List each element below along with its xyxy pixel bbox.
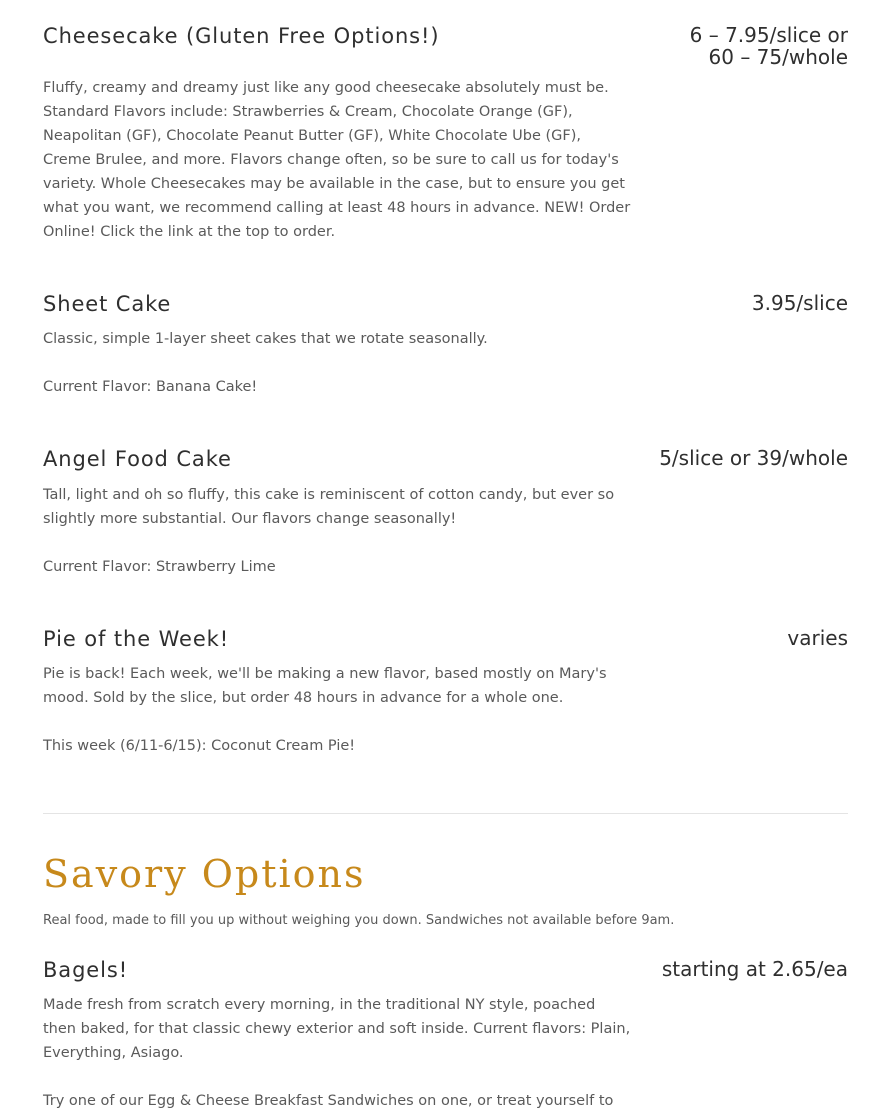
item-name: Cheesecake (Gluten Free Options!) <box>43 24 440 48</box>
description-paragraph: Made fresh from scratch every morning, in the traditional NY style, poached then baked, for that classic chewy exterior and soft inside. Current flavors: Plain, Everything, Asiago. <box>43 997 631 1061</box>
description-paragraph: Current Flavor: Strawberry Lime <box>43 559 276 575</box>
section-divider <box>43 813 848 814</box>
item-price <box>662 958 848 980</box>
description-paragraph: This week (6/11-6/15): Coconut Cream Pie! <box>43 738 356 754</box>
item-price <box>787 627 848 649</box>
item-name: Pie of the Week! <box>43 627 230 651</box>
description-paragraph: Pie is back! Each week, we'll be making a new flavor, based mostly on Mary's mood. Sold by the slice, but order 48 hours in advance for a whole one. <box>43 666 607 706</box>
price-line: varies <box>787 626 848 650</box>
item-name: Bagels! <box>43 958 129 982</box>
price-line: starting at 2.65/ea <box>661 957 848 981</box>
item-price <box>659 447 848 469</box>
price-line: 5/slice or 39/whole <box>659 446 848 470</box>
item-description <box>43 327 631 399</box>
item-description <box>43 662 631 758</box>
description-paragraph: Try one of our Egg & Cheese Breakfast Sandwiches on one, or treat yourself to <box>43 1093 614 1109</box>
description-paragraph: Tall, light and oh so fluffy, this cake is reminiscent of cotton candy, but ever so slightly more substantial. Our flavors change seasonally! <box>43 487 615 527</box>
item-price <box>690 24 848 68</box>
item-name: Angel Food Cake <box>43 447 232 471</box>
section-subtitle: Real food, made to fill you up without weighing you down. Sandwiches not available before 9am. <box>43 913 675 928</box>
item-description <box>43 76 631 244</box>
description-paragraph: Fluffy, creamy and dreamy just like any good cheesecake absolutely must be. Standard Flavors include: Strawberries & Cream, Chocolate Orange (GF), Neapolitan (GF), Chocolate Peanut Butter (GF), White Chocolate Ube (GF), Creme Brulee, and more. Flavors change often, so be sure to call us for today's variety. Whole Cheesecakes may be available in the case, but to ensure you get what you want, we recommend calling at least 48 hours in advance. NEW! Order Online! Click the link at the top to order. <box>43 80 631 240</box>
item-description <box>43 483 631 579</box>
item-description <box>43 993 631 1113</box>
description-paragraph: Classic, simple 1-layer sheet cakes that we rotate seasonally. <box>43 331 488 347</box>
price-line: 3.95/slice <box>751 291 848 315</box>
section-title: Savory Options <box>43 852 366 896</box>
price-line: 6 – 7.95/slice or <box>689 23 848 47</box>
description-paragraph: Current Flavor: Banana Cake! <box>43 379 258 395</box>
item-price <box>752 292 848 314</box>
item-name: Sheet Cake <box>43 292 172 316</box>
price-line: 60 – 75/whole <box>708 45 848 69</box>
